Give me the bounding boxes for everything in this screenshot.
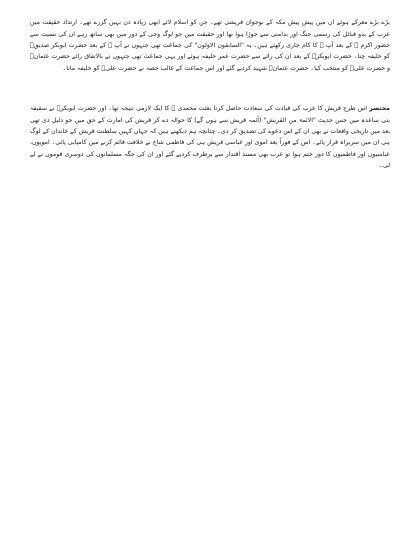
paragraph-2 bbox=[30, 103, 390, 171]
paragraph-2-body: اس طرح قریش کا عرب کی قیادت کی سعادت حاصل کرنا بعثت محمدی ﷺ کا ایک لازمی نتیجہ تھا۔ اور حضرت ابوبکرؓ نے سقیفہ بنی ساعدہ میں جس حدیث "الائمۃ من القریش" (آئمہ قریش سے ہوں گے) کا حوالہ دے کر قریش کی امارت کے حق میں جو دلیل دی تھی بعد میں تاریخی واقعات نے بھی ان کے اس دعوے کی تصدیق کر دی۔ چنانچہ ہم دیکھتے ہیں کہ جہاں کہیں سلطنت قریش کے خاندان کے لوگ ہی ان میں سربراہ قرار پائے۔ اس کے فوراً بعد اموی اور عباسی قریش ہی کی فاطمی شاخ نے خلافت قائم کرنے میں کامیابی پائی۔ امویوں، عباسیوں اور فاطمیوں کا دور ختم ہوا تو عرب بھی مسند اقتدار سے برطرف کردیے گئے اور ان کی جگہ مسلمانوں کی دوسری قوموں نے لے لی۔ bbox=[30, 105, 390, 170]
paragraph-2-lead-word: مختصر bbox=[369, 105, 390, 113]
paragraph-1: بڑے بڑے معرکے ہوئے ان میں پیش پیش مکہ کے نوجوان قریشی تھے۔ جن کو اسلام لائے ابھی زیادہ دن نہیں گزرے تھے۔ ارتداد حقیقت میں عرب کے بدو قبائل کی رسمی جنگ اور بدامنی سے جوڑا ہوا تھا اور حقیقت میں جو لوگ وحی کے دور میں بھی ساتھ رہے ان کی نسبت سے حضور اکرم ﷺ کے بعد آپ ﷺ کا کام جاری رکھتے ہیں۔ یہ "السابقون الاولون" کی جماعت تھی جنہوں نے آپ ﷺ کے بعد حضرت ابوبکر صدیقؓ کو خلیفہ چنا۔ حضرت ابوبکرؓ کے بعد ان کی رائے سے حضرت عمر خلیفہ ہوئے اور یہی جماعت تھی جنہوں نے بالاتفاق رائے حضرت عثمانؓ و حضرت علیؓ کو منتخب کیا۔ حضرت عثمانؓ شہید کردیے گئے اور اس جماعت کے غالب حصہ نے حضرت علیؓ کو خلیفہ مانا۔ bbox=[30, 19, 390, 72]
